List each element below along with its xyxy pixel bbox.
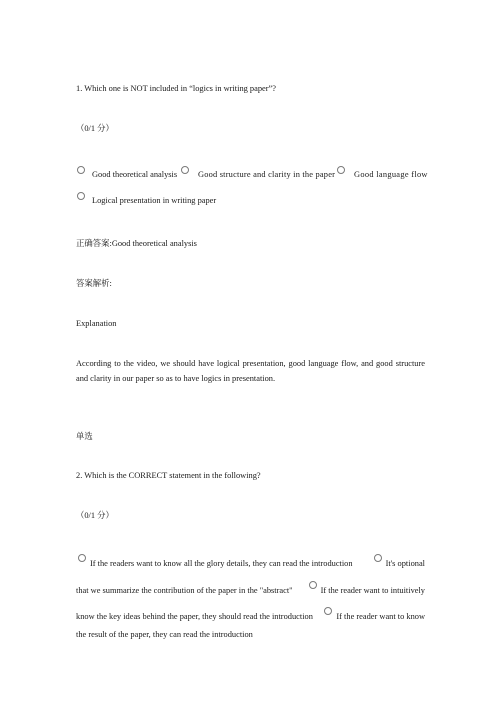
q2-option-radio-1[interactable] [78, 554, 86, 562]
option-radio-2[interactable] [181, 166, 189, 174]
q2-option-radio-2[interactable] [374, 554, 382, 562]
question-type-label: 单选 [76, 432, 93, 441]
explanation-text: According to the video, we should have logical presentation, good language flow, and good structure and clarity in our paper so as to have logics in presentation. [76, 359, 425, 383]
question-2-text: 2. Which is the CORRECT statement in the following? [76, 471, 261, 480]
q2-option-text-2a: It's optional [385, 559, 425, 568]
option-label-3: Good language flow [354, 170, 428, 179]
question-1-text: 1. Which one is NOT included in “logics in writing paper”? [76, 84, 276, 93]
question-2-options-line-2 [76, 587, 425, 595]
option-label-4: Logical presentation in writing paper [92, 196, 217, 205]
option-radio-4[interactable] [77, 192, 85, 200]
option-group-2 [372, 560, 425, 568]
option-group-3 [307, 587, 425, 595]
option-radio-3[interactable] [337, 166, 345, 174]
explanation-label: Explanation [76, 319, 117, 328]
analysis-label: 答案解析: [76, 279, 112, 288]
q2-option-text-4a: If the reader want to know [336, 612, 425, 621]
option-group-1 [76, 560, 353, 568]
question-1-score: （0/1 分） [76, 124, 114, 133]
q2-option-radio-3[interactable] [309, 581, 317, 589]
option-radio-1[interactable] [77, 166, 85, 174]
q2-option-radio-4[interactable] [324, 607, 332, 615]
q2-option-text-4b: the result of the paper, they can read the introduction [76, 630, 253, 639]
q2-option-text-1: If the readers want to know all the glory details, they can read the introduction [90, 559, 353, 568]
question-2-score: （0/1 分） [76, 511, 114, 520]
option-group-4 [322, 613, 425, 621]
correct-answer: 正确答案:Good theoretical analysis [76, 239, 197, 248]
option-label-1: Good theoretical analysis [92, 170, 178, 179]
question-2-options-line-3 [76, 613, 425, 621]
option-label-2: Good structure and clarity in the paper [198, 170, 336, 179]
q2-option-text-3a: If the reader want to intuitively [320, 586, 425, 595]
q2-option-text-3b: know the key ideas behind the paper, they should read the introduction [76, 612, 313, 621]
q2-option-text-2b: that we summarize the contribution of the paper in the "abstract" [76, 586, 293, 595]
question-2-options-line-1 [76, 560, 425, 568]
